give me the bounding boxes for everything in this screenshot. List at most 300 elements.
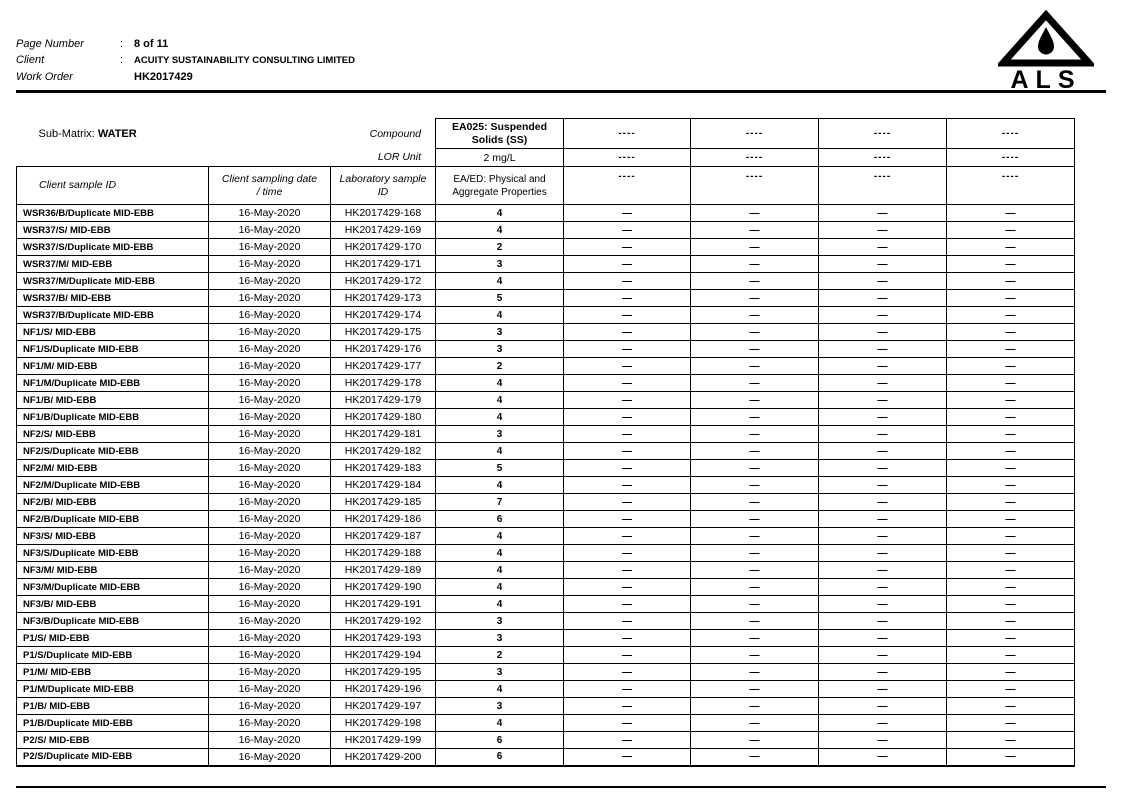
- sampling-date-cell: 16-May-2020: [209, 545, 331, 562]
- empty-result-cell: —: [564, 290, 691, 307]
- table-row: [17, 239, 1075, 256]
- empty-result-cell: —: [819, 443, 947, 460]
- lab-sample-id-cell: HK2017429-184: [331, 477, 436, 494]
- empty-result-cell: —: [564, 732, 691, 749]
- report-meta: [16, 36, 355, 85]
- client-sample-id-cell: NF1/M/Duplicate MID-EBB: [17, 375, 209, 392]
- result-value-cell: 5: [436, 290, 564, 307]
- lab-sample-id-cell: HK2017429-192: [331, 613, 436, 630]
- table-row: [17, 528, 1075, 545]
- result-value-cell: 3: [436, 341, 564, 358]
- result-value-cell: 7: [436, 494, 564, 511]
- empty-result-cell: —: [819, 647, 947, 664]
- empty-result-cell: —: [947, 341, 1075, 358]
- empty-result-cell: —: [819, 681, 947, 698]
- empty-result-cell: —: [819, 222, 947, 239]
- empty-result-cell: —: [691, 324, 819, 341]
- empty-result-cell: —: [819, 579, 947, 596]
- empty-result-cell: —: [564, 341, 691, 358]
- table-row: [17, 511, 1075, 528]
- empty-result-cell: —: [564, 477, 691, 494]
- empty-result-cell: —: [691, 392, 819, 409]
- client-sample-id-cell: P1/B/Duplicate MID-EBB: [17, 715, 209, 732]
- lab-sample-id-cell: HK2017429-198: [331, 715, 436, 732]
- empty-result-cell: —: [564, 307, 691, 324]
- sampling-date-cell: 16-May-2020: [209, 477, 331, 494]
- empty-result-cell: —: [564, 562, 691, 579]
- result-value-cell: 3: [436, 426, 564, 443]
- client-sample-id-cell: WSR37/S/ MID-EBB: [17, 222, 209, 239]
- result-value-cell: 3: [436, 613, 564, 630]
- sampling-date-cell: 16-May-2020: [209, 562, 331, 579]
- result-value-cell: 3: [436, 664, 564, 681]
- empty-result-cell: —: [947, 630, 1075, 647]
- table-row: [17, 222, 1075, 239]
- empty-result-cell: —: [947, 307, 1075, 324]
- result-value-cell: 6: [436, 732, 564, 749]
- empty-result-cell: —: [819, 732, 947, 749]
- lab-sample-id-cell: HK2017429-174: [331, 307, 436, 324]
- sampling-date-cell: 16-May-2020: [209, 613, 331, 630]
- lor-unit-row: [17, 149, 1075, 167]
- empty-result-cell: —: [819, 528, 947, 545]
- lab-sample-id-cell: HK2017429-169: [331, 222, 436, 239]
- client-sample-id-cell: WSR37/M/Duplicate MID-EBB: [17, 273, 209, 290]
- table-row: [17, 273, 1075, 290]
- client-row: [16, 52, 355, 69]
- client-sample-id-cell: P2/S/Duplicate MID-EBB: [17, 749, 209, 766]
- sampling-date-cell: 16-May-2020: [209, 715, 331, 732]
- empty-result-cell: —: [564, 698, 691, 715]
- sampling-date-cell: 16-May-2020: [209, 324, 331, 341]
- lab-sample-id-header: [331, 167, 436, 205]
- empty-result-cell: —: [947, 358, 1075, 375]
- client-sample-id-cell: WSR37/B/ MID-EBB: [17, 290, 209, 307]
- empty-result-cell: —: [564, 256, 691, 273]
- client-sample-id-cell: NF2/M/Duplicate MID-EBB: [17, 477, 209, 494]
- table-row: [17, 409, 1075, 426]
- empty-result-cell: —: [947, 494, 1075, 511]
- table-row: [17, 613, 1075, 630]
- client-sample-id-header: Client sample ID: [17, 167, 209, 205]
- empty-result-cell: —: [819, 545, 947, 562]
- table-row: [17, 426, 1075, 443]
- empty-result-cell: —: [819, 273, 947, 290]
- empty-result-cell: —: [947, 698, 1075, 715]
- client-sample-id-cell: NF1/B/ MID-EBB: [17, 392, 209, 409]
- empty-result-cell: —: [819, 426, 947, 443]
- lab-sample-id-cell: HK2017429-183: [331, 460, 436, 477]
- sampling-date-cell: 16-May-2020: [209, 256, 331, 273]
- lab-sample-id-cell: HK2017429-185: [331, 494, 436, 511]
- page-number-row: [16, 36, 355, 52]
- client-sample-id-cell: NF1/B/Duplicate MID-EBB: [17, 409, 209, 426]
- table-row: [17, 307, 1075, 324]
- sampling-date-cell: 16-May-2020: [209, 392, 331, 409]
- empty-result-cell: —: [564, 511, 691, 528]
- lab-sample-id-cell: HK2017429-191: [331, 596, 436, 613]
- empty-result-cell: —: [564, 324, 691, 341]
- client-sample-id-cell: WSR37/M/ MID-EBB: [17, 256, 209, 273]
- sampling-date-cell: 16-May-2020: [209, 630, 331, 647]
- empty-result-cell: —: [564, 579, 691, 596]
- empty-result-cell: —: [819, 392, 947, 409]
- result-value-cell: 4: [436, 205, 564, 222]
- table-row: [17, 443, 1075, 460]
- empty-result-cell: —: [947, 409, 1075, 426]
- empty-compound-header: ----: [564, 119, 691, 149]
- empty-result-cell: —: [691, 562, 819, 579]
- empty-lor-header: ----: [947, 149, 1075, 167]
- lab-sample-id-cell: HK2017429-168: [331, 205, 436, 222]
- empty-result-cell: —: [947, 613, 1075, 630]
- client-sample-id-cell: NF1/M/ MID-EBB: [17, 358, 209, 375]
- empty-result-cell: —: [691, 715, 819, 732]
- empty-result-cell: —: [947, 324, 1075, 341]
- client-sample-id-cell: P1/B/ MID-EBB: [17, 698, 209, 715]
- table-row: [17, 375, 1075, 392]
- sampling-date-cell: 16-May-2020: [209, 647, 331, 664]
- empty-result-cell: —: [947, 460, 1075, 477]
- empty-result-cell: —: [947, 392, 1075, 409]
- empty-result-cell: —: [947, 256, 1075, 273]
- empty-result-cell: —: [691, 579, 819, 596]
- empty-result-cell: —: [819, 290, 947, 307]
- compound-name-line2: Solids (SS): [471, 133, 528, 146]
- table-row: [17, 681, 1075, 698]
- result-value-cell: 2: [436, 358, 564, 375]
- column-header-row: [17, 167, 1075, 205]
- method-group-header: [436, 167, 564, 205]
- client-sample-id-cell: WSR36/B/Duplicate MID-EBB: [17, 205, 209, 222]
- empty-result-cell: —: [947, 273, 1075, 290]
- sub-matrix-value: WATER: [97, 127, 137, 140]
- sampling-date-header-line2: / time: [256, 185, 283, 198]
- compound-header-row: [17, 119, 1075, 149]
- lab-sample-id-cell: HK2017429-197: [331, 698, 436, 715]
- empty-result-cell: —: [564, 239, 691, 256]
- lab-sample-id-cell: HK2017429-189: [331, 562, 436, 579]
- lab-sample-id-cell: HK2017429-199: [331, 732, 436, 749]
- lab-sample-id-cell: HK2017429-173: [331, 290, 436, 307]
- result-value-cell: 4: [436, 222, 564, 239]
- work-order-value: HK2017429: [134, 71, 193, 83]
- compound-name-line1: EA025: Suspended: [451, 120, 548, 133]
- empty-result-cell: —: [819, 409, 947, 426]
- empty-result-cell: —: [564, 715, 691, 732]
- empty-result-cell: —: [564, 426, 691, 443]
- table-row: [17, 562, 1075, 579]
- empty-result-cell: —: [947, 511, 1075, 528]
- als-logo-graphic: [998, 10, 1094, 90]
- table-row: [17, 630, 1075, 647]
- sampling-date-cell: 16-May-2020: [209, 426, 331, 443]
- client-sample-id-cell: NF2/B/ MID-EBB: [17, 494, 209, 511]
- empty-result-cell: —: [947, 205, 1075, 222]
- empty-lor-header: ----: [564, 149, 691, 167]
- empty-result-cell: —: [564, 460, 691, 477]
- table-row: [17, 698, 1075, 715]
- empty-result-cell: —: [691, 630, 819, 647]
- client-value: ACUITY SUSTAINABILITY CONSULTING LIMITED: [134, 55, 355, 66]
- empty-result-cell: —: [819, 494, 947, 511]
- result-value-cell: 4: [436, 562, 564, 579]
- als-droplet-icon: [1038, 27, 1054, 55]
- lab-sample-id-cell: HK2017429-186: [331, 511, 436, 528]
- table-row: [17, 341, 1075, 358]
- empty-result-cell: —: [691, 426, 819, 443]
- client-sample-id-cell: NF1/S/Duplicate MID-EBB: [17, 341, 209, 358]
- empty-result-cell: —: [564, 664, 691, 681]
- empty-result-cell: —: [564, 358, 691, 375]
- sampling-date-cell: 16-May-2020: [209, 460, 331, 477]
- table-row: [17, 664, 1075, 681]
- empty-result-cell: —: [819, 341, 947, 358]
- sampling-date-header: [209, 167, 331, 205]
- empty-result-cell: —: [947, 596, 1075, 613]
- lab-sample-id-cell: HK2017429-181: [331, 426, 436, 443]
- lab-sample-id-cell: HK2017429-187: [331, 528, 436, 545]
- work-order-row: [16, 69, 355, 85]
- sampling-date-cell: 16-May-2020: [209, 239, 331, 256]
- empty-result-cell: —: [691, 749, 819, 766]
- empty-result-cell: —: [564, 630, 691, 647]
- result-value-cell: 4: [436, 477, 564, 494]
- empty-result-cell: —: [819, 715, 947, 732]
- empty-result-cell: —: [691, 239, 819, 256]
- empty-result-cell: —: [947, 579, 1075, 596]
- table-row: [17, 596, 1075, 613]
- lab-sample-id-cell: HK2017429-196: [331, 681, 436, 698]
- colon: :: [120, 54, 124, 66]
- empty-result-cell: —: [691, 613, 819, 630]
- sub-matrix-label: Sub-Matrix:: [38, 127, 95, 140]
- empty-result-cell: —: [564, 409, 691, 426]
- empty-result-cell: —: [819, 477, 947, 494]
- empty-result-cell: —: [564, 443, 691, 460]
- sampling-date-cell: 16-May-2020: [209, 749, 331, 766]
- empty-result-cell: —: [947, 681, 1075, 698]
- lab-sample-id-cell: HK2017429-170: [331, 239, 436, 256]
- empty-method-header: ----: [691, 167, 819, 205]
- table-row: [17, 545, 1075, 562]
- empty-result-cell: —: [564, 528, 691, 545]
- empty-result-cell: —: [819, 596, 947, 613]
- empty-result-cell: —: [947, 647, 1075, 664]
- table-row: [17, 392, 1075, 409]
- empty-result-cell: —: [691, 443, 819, 460]
- method-group-header-line2: Aggregate Properties: [452, 186, 547, 198]
- empty-result-cell: —: [819, 324, 947, 341]
- sampling-date-cell: 16-May-2020: [209, 732, 331, 749]
- lab-sample-id-header-line1: Laboratory sample: [339, 172, 427, 185]
- result-value-cell: 4: [436, 392, 564, 409]
- result-value-cell: 4: [436, 443, 564, 460]
- result-value-cell: 4: [436, 375, 564, 392]
- empty-result-cell: —: [819, 562, 947, 579]
- footer-divider: [16, 786, 1106, 788]
- sampling-date-cell: 16-May-2020: [209, 596, 331, 613]
- client-sample-id-cell: P2/S/ MID-EBB: [17, 732, 209, 749]
- spacer-cell: [17, 149, 331, 167]
- empty-result-cell: —: [947, 477, 1075, 494]
- empty-result-cell: —: [691, 511, 819, 528]
- table-row: [17, 715, 1075, 732]
- result-value-cell: 3: [436, 630, 564, 647]
- empty-result-cell: —: [564, 273, 691, 290]
- empty-result-cell: —: [819, 749, 947, 766]
- empty-result-cell: —: [564, 681, 691, 698]
- lab-sample-id-cell: HK2017429-177: [331, 358, 436, 375]
- table-row: [17, 324, 1075, 341]
- empty-result-cell: —: [947, 545, 1075, 562]
- sampling-date-cell: 16-May-2020: [209, 375, 331, 392]
- result-value-cell: 4: [436, 715, 564, 732]
- page-number-label: Page Number: [16, 38, 84, 50]
- sampling-date-header-line1: Client sampling date: [221, 172, 318, 185]
- result-value-cell: 6: [436, 749, 564, 766]
- lab-sample-id-cell: HK2017429-171: [331, 256, 436, 273]
- empty-result-cell: —: [691, 545, 819, 562]
- lab-sample-id-cell: HK2017429-178: [331, 375, 436, 392]
- result-value-cell: 2: [436, 239, 564, 256]
- sampling-date-cell: 16-May-2020: [209, 664, 331, 681]
- empty-result-cell: —: [691, 732, 819, 749]
- empty-result-cell: —: [691, 273, 819, 290]
- sampling-date-cell: 16-May-2020: [209, 579, 331, 596]
- client-sample-id-cell: P1/M/Duplicate MID-EBB: [17, 681, 209, 698]
- empty-result-cell: —: [691, 341, 819, 358]
- empty-result-cell: —: [691, 290, 819, 307]
- empty-compound-header: ----: [819, 119, 947, 149]
- client-label: Client: [16, 54, 45, 66]
- result-value-cell: 3: [436, 256, 564, 273]
- empty-result-cell: —: [819, 630, 947, 647]
- empty-result-cell: —: [947, 290, 1075, 307]
- sampling-date-cell: 16-May-2020: [209, 290, 331, 307]
- empty-result-cell: —: [947, 239, 1075, 256]
- client-sample-id-cell: NF3/B/ MID-EBB: [17, 596, 209, 613]
- lab-sample-id-cell: HK2017429-188: [331, 545, 436, 562]
- table-row: [17, 358, 1075, 375]
- empty-result-cell: —: [691, 222, 819, 239]
- empty-result-cell: —: [691, 698, 819, 715]
- empty-result-cell: —: [947, 732, 1075, 749]
- result-value-cell: 4: [436, 528, 564, 545]
- client-sample-id-cell: NF3/S/Duplicate MID-EBB: [17, 545, 209, 562]
- empty-result-cell: —: [691, 307, 819, 324]
- empty-result-cell: —: [947, 528, 1075, 545]
- lor-unit-value: 2 mg/L: [436, 149, 564, 167]
- result-value-cell: 6: [436, 511, 564, 528]
- table-row: [17, 460, 1075, 477]
- empty-result-cell: —: [564, 205, 691, 222]
- empty-result-cell: —: [691, 596, 819, 613]
- empty-result-cell: —: [691, 647, 819, 664]
- als-logo-text: ALS: [1010, 66, 1082, 90]
- client-sample-id-cell: NF2/M/ MID-EBB: [17, 460, 209, 477]
- sampling-date-cell: 16-May-2020: [209, 409, 331, 426]
- empty-result-cell: —: [691, 681, 819, 698]
- empty-result-cell: —: [564, 392, 691, 409]
- sampling-date-cell: 16-May-2020: [209, 494, 331, 511]
- lor-unit-row-label: LOR Unit: [377, 151, 421, 164]
- client-sample-id-cell: NF2/S/ MID-EBB: [17, 426, 209, 443]
- empty-result-cell: —: [564, 596, 691, 613]
- empty-lor-header: ----: [819, 149, 947, 167]
- results-table: [16, 118, 1075, 767]
- result-value-cell: 3: [436, 324, 564, 341]
- sampling-date-cell: 16-May-2020: [209, 358, 331, 375]
- empty-lor-header: ----: [691, 149, 819, 167]
- empty-result-cell: —: [691, 205, 819, 222]
- client-sample-id-cell: P1/S/ MID-EBB: [17, 630, 209, 647]
- table-row: [17, 477, 1075, 494]
- client-sample-id-cell: WSR37/S/Duplicate MID-EBB: [17, 239, 209, 256]
- result-value-cell: 4: [436, 545, 564, 562]
- empty-result-cell: —: [691, 358, 819, 375]
- empty-result-cell: —: [564, 613, 691, 630]
- lab-sample-id-cell: HK2017429-193: [331, 630, 436, 647]
- result-value-cell: 2: [436, 647, 564, 664]
- empty-method-header: ----: [819, 167, 947, 205]
- client-sample-id-cell: NF2/B/Duplicate MID-EBB: [17, 511, 209, 528]
- client-sample-id-cell: NF1/S/ MID-EBB: [17, 324, 209, 341]
- empty-result-cell: —: [691, 375, 819, 392]
- empty-result-cell: —: [947, 715, 1075, 732]
- lab-sample-id-cell: HK2017429-200: [331, 749, 436, 766]
- empty-result-cell: —: [819, 613, 947, 630]
- table-row: [17, 205, 1075, 222]
- result-value-cell: 4: [436, 307, 564, 324]
- empty-result-cell: —: [691, 664, 819, 681]
- empty-result-cell: —: [819, 358, 947, 375]
- table-row: [17, 256, 1075, 273]
- empty-result-cell: —: [691, 528, 819, 545]
- sampling-date-cell: 16-May-2020: [209, 681, 331, 698]
- result-value-cell: 4: [436, 681, 564, 698]
- sampling-date-cell: 16-May-2020: [209, 273, 331, 290]
- sampling-date-cell: 16-May-2020: [209, 341, 331, 358]
- empty-result-cell: —: [947, 426, 1075, 443]
- client-sample-id-cell: NF3/M/ MID-EBB: [17, 562, 209, 579]
- compound-name-header: [436, 119, 564, 149]
- empty-result-cell: —: [819, 664, 947, 681]
- empty-result-cell: —: [819, 205, 947, 222]
- client-sample-id-cell: NF2/S/Duplicate MID-EBB: [17, 443, 209, 460]
- empty-compound-header: ----: [691, 119, 819, 149]
- empty-result-cell: —: [819, 256, 947, 273]
- lab-sample-id-cell: HK2017429-190: [331, 579, 436, 596]
- work-order-label: Work Order: [16, 71, 73, 83]
- table-row: [17, 579, 1075, 596]
- client-sample-id-cell: NF3/S/ MID-EBB: [17, 528, 209, 545]
- client-sample-id-cell: P1/M/ MID-EBB: [17, 664, 209, 681]
- result-value-cell: 5: [436, 460, 564, 477]
- sampling-date-cell: 16-May-2020: [209, 528, 331, 545]
- table-row: [17, 290, 1075, 307]
- lab-sample-id-cell: HK2017429-194: [331, 647, 436, 664]
- empty-result-cell: —: [819, 307, 947, 324]
- empty-result-cell: —: [564, 545, 691, 562]
- empty-result-cell: —: [691, 460, 819, 477]
- lab-sample-id-cell: HK2017429-195: [331, 664, 436, 681]
- empty-result-cell: —: [564, 494, 691, 511]
- empty-result-cell: —: [564, 647, 691, 664]
- lab-sample-id-cell: HK2017429-179: [331, 392, 436, 409]
- sampling-date-cell: 16-May-2020: [209, 511, 331, 528]
- results-table-wrap: [16, 118, 1074, 767]
